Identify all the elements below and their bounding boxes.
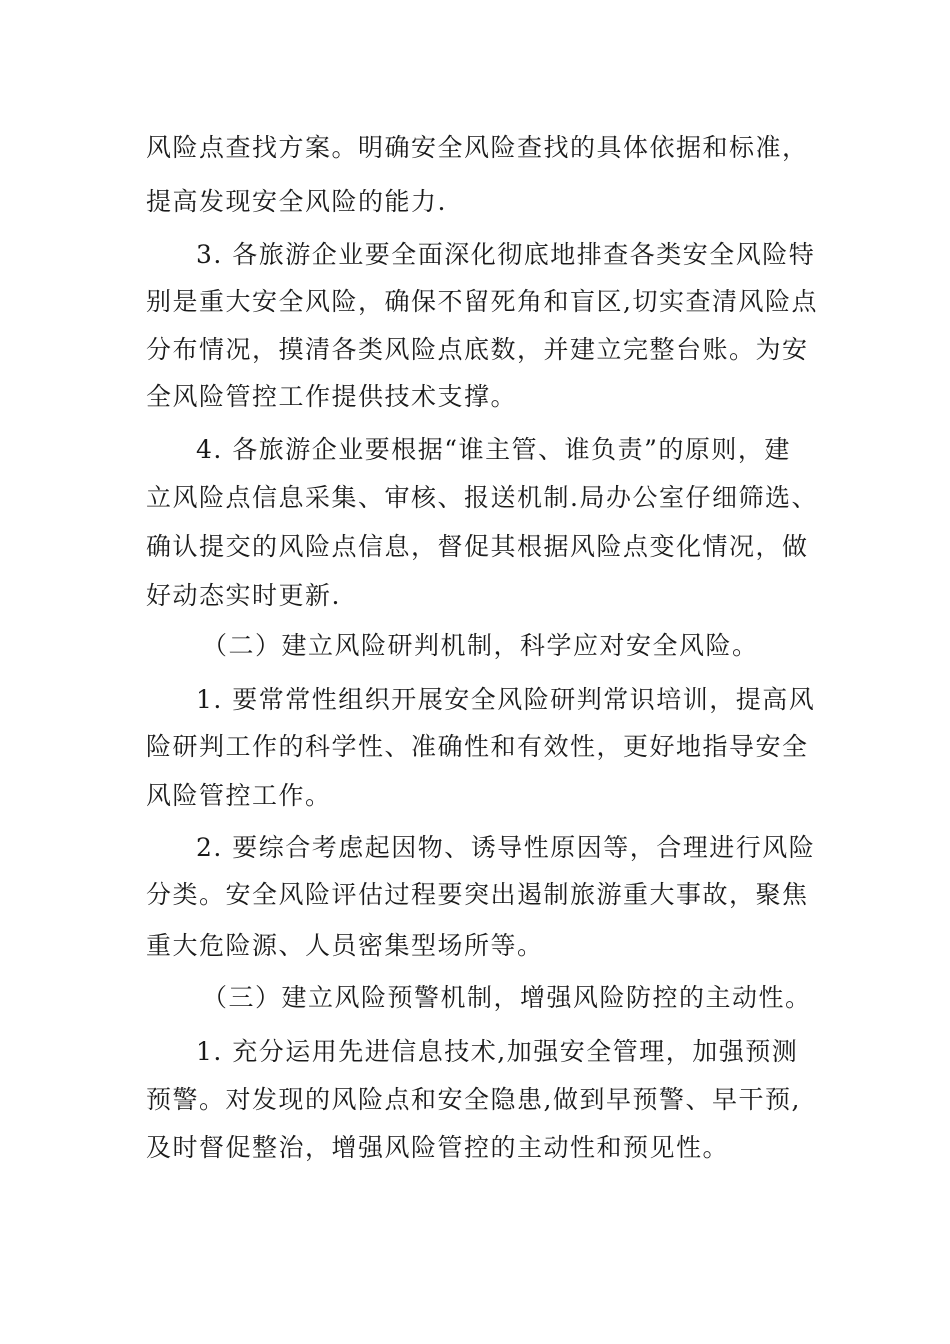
text-line: 重大危险源、人员密集型场所等。 xyxy=(146,931,544,960)
text-line: 险研判工作的科学性、准确性和有效性，更好地指导安全 xyxy=(146,732,809,761)
text-line: 及时督促整治，增强风险管控的主动性和预见性。 xyxy=(146,1133,730,1162)
section-heading: （二）建立风险研判机制，科学应对安全风险。 xyxy=(202,631,759,660)
section-heading: （三）建立风险预警机制，增强风险防控的主动性。 xyxy=(202,983,812,1012)
text-line: 预警。对发现的风险点和安全隐患,做到早预警、早干预, xyxy=(146,1085,801,1114)
text-line: 全风险管控工作提供技术支撑。 xyxy=(146,382,518,411)
text-line: 2. 要综合考虑起因物、诱导性原因等，合理进行风险 xyxy=(196,833,816,862)
text-line: 3. 各旅游企业要全面深化彻底地排查各类安全风险特 xyxy=(196,240,816,269)
text-line: 好动态实时更新. xyxy=(146,581,341,610)
text-line: 分布情况，摸清各类风险点底数，并建立完整台账。为安 xyxy=(146,335,809,364)
text-line: 4. 各旅游企业要根据“谁主管、谁负责”的原则，建 xyxy=(196,435,791,464)
text-line: 立风险点信息采集、审核、报送机制.局办公室仔细筛选、 xyxy=(146,483,818,512)
text-line: 风险点查找方案。明确安全风险查找的具体依据和标准， xyxy=(146,133,809,162)
text-line: 风险管控工作。 xyxy=(146,781,332,810)
text-line: 1. 充分运用先进信息技术,加强安全管理，加强预测 xyxy=(196,1037,799,1066)
text-line: 提高发现安全风险的能力. xyxy=(146,187,447,216)
text-line: 确认提交的风险点信息，督促其根据风险点变化情况，做 xyxy=(146,532,809,561)
text-line: 分类。安全风险评估过程要突出遏制旅游重大事故，聚焦 xyxy=(146,880,809,909)
text-line: 别是重大安全风险，确保不留死角和盲区,切实查清风险点 xyxy=(146,287,818,316)
text-line: 1. 要常常性组织开展安全风险研判常识培训，提高风 xyxy=(196,685,816,714)
